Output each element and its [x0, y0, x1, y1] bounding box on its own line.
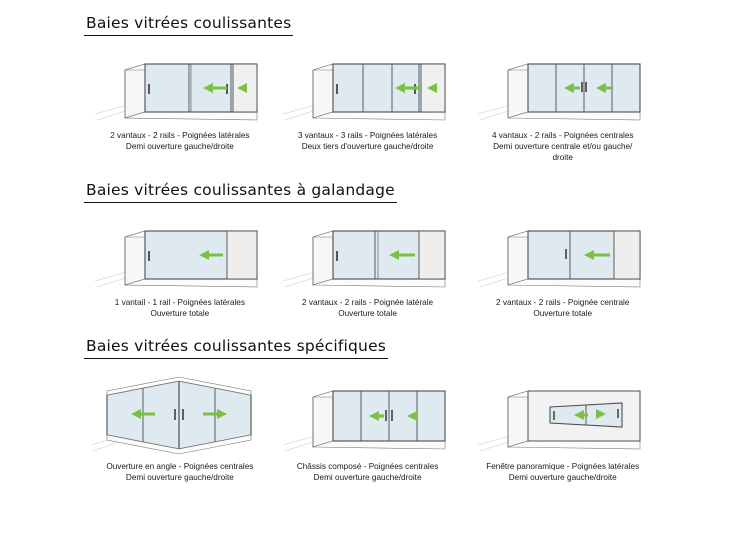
pocket-bay-2-panel-illustration — [275, 209, 460, 293]
section-title-3: Baies vitrées coulissantes spécifiques — [84, 337, 388, 359]
sliding-bay-2-panel-illustration — [87, 42, 272, 126]
caption-1-1 — [110, 130, 249, 152]
caption-line: Demi ouverture gauche/droite — [313, 473, 422, 482]
caption-line: 2 vantaux - 2 rails - Poignées latérales — [110, 131, 250, 140]
caption-line: Fenêtre panoramique - Poignées latérales — [486, 462, 640, 471]
caption-line: Ouverture totale — [533, 309, 593, 318]
diagram-cell-2-2 — [274, 209, 462, 319]
caption-line: Deux tiers d'ouverture gauche/droite — [301, 142, 434, 151]
caption-1-2 — [298, 130, 437, 152]
caption-line: Demi ouverture gauche/droite — [125, 473, 234, 482]
section-title-2: Baies vitrées coulissantes à galandage — [84, 181, 397, 203]
caption-line: Ouverture en angle - Poignées centrales — [106, 462, 254, 471]
diagram-cell-3-3 — [461, 365, 664, 483]
corner-opening-bay-illustration — [87, 365, 272, 457]
diagram-cell-3-2 — [274, 365, 462, 483]
composed-frame-bay-illustration — [275, 365, 460, 457]
caption-1-3 — [492, 130, 634, 163]
caption-line: Demi ouverture gauche/droite — [125, 142, 234, 151]
section-sliding-bays — [0, 14, 750, 163]
diagram-cell-2-1 — [86, 209, 274, 319]
caption-line: 2 vantaux - 2 rails - Poignée latérale — [302, 298, 434, 307]
row-section-1 — [0, 42, 750, 163]
caption-3-1 — [106, 461, 253, 483]
caption-3-3 — [486, 461, 639, 483]
pocket-bay-1-panel-illustration — [87, 209, 272, 293]
diagram-cell-3-1 — [86, 365, 274, 483]
caption-line: droite — [552, 153, 573, 162]
caption-3-2 — [297, 461, 439, 483]
diagram-cell-2-3 — [461, 209, 664, 319]
caption-line: 2 vantaux - 2 rails - Poignée centrale — [496, 298, 630, 307]
diagram-page — [0, 14, 750, 541]
row-section-3 — [0, 365, 750, 483]
caption-line: Ouverture totale — [338, 309, 397, 318]
caption-2-1 — [115, 297, 245, 319]
diagram-cell-1-3 — [461, 42, 664, 163]
row-section-2 — [0, 209, 750, 319]
section-pocket-bays — [0, 181, 750, 319]
caption-line: 4 vantaux - 2 rails - Poignées centrales — [491, 131, 634, 140]
diagram-cell-1-1 — [86, 42, 274, 163]
caption-line: Châssis composé - Poignées centrales — [296, 462, 439, 471]
caption-line: 1 vantail - 1 rail - Poignées latérales — [114, 298, 245, 307]
pocket-bay-2-panel-central-illustration — [470, 209, 655, 293]
section-specific-bays — [0, 337, 750, 483]
caption-line: Ouverture totale — [150, 309, 210, 318]
caption-line: Demi ouverture centrale et/ou gauche/ — [493, 142, 633, 151]
caption-line: Demi ouverture gauche/droite — [508, 473, 617, 482]
sliding-bay-3-panel-illustration — [275, 42, 460, 126]
sliding-bay-4-panel-illustration — [470, 42, 655, 126]
diagram-cell-1-2 — [274, 42, 462, 163]
section-title-1: Baies vitrées coulissantes — [84, 14, 293, 36]
caption-line: 3 vantaux - 3 rails - Poignées latérales — [297, 131, 438, 140]
caption-2-2 — [302, 297, 433, 319]
caption-2-3 — [496, 297, 629, 319]
panoramic-window-illustration — [470, 365, 655, 457]
